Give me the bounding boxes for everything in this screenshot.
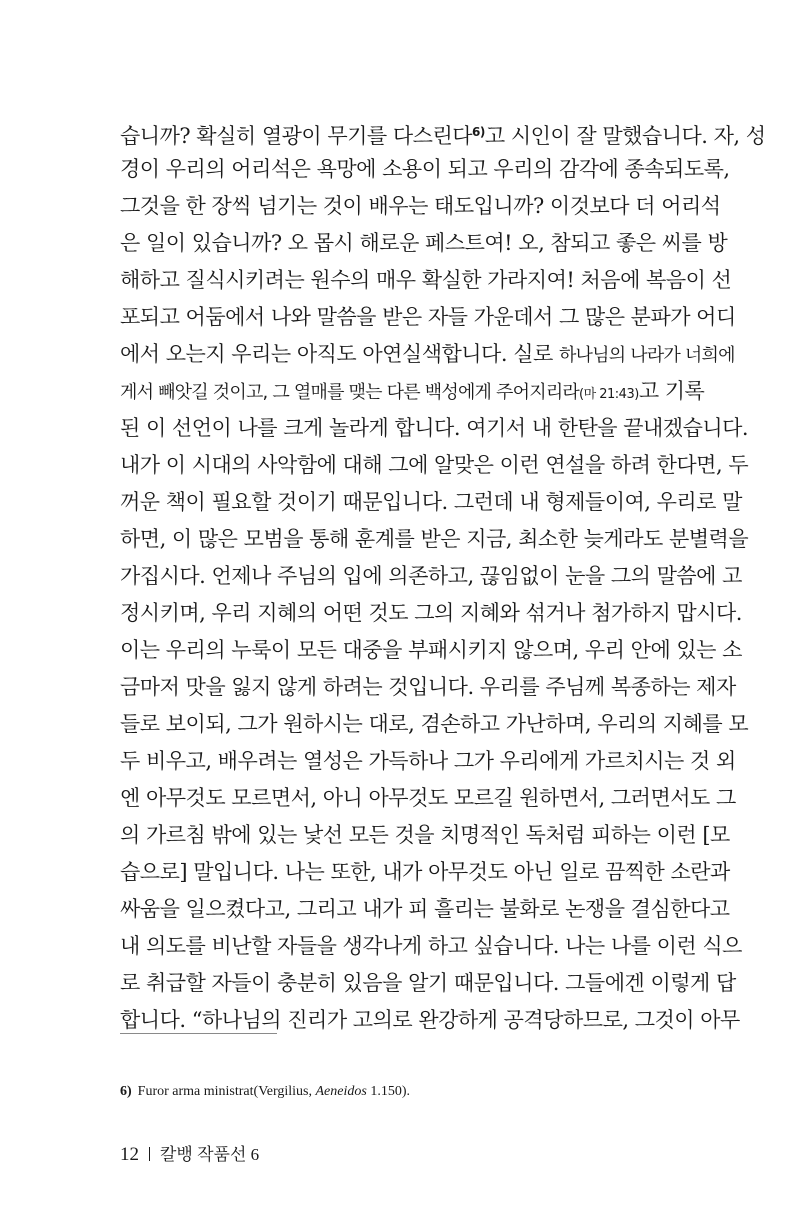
text-line: 싸움을 일으켰다고, 그리고 내가 피 흘리는 불화로 논쟁을 결심한다고 — [120, 897, 730, 921]
text-line: 두 비우고, 배우려는 열성은 가득하나 그가 우리에게 가르치시는 것 외 — [120, 749, 736, 773]
text-line: 꺼운 책이 필요할 것이기 때문입니다. 그런데 내 형제들이여, 우리로 말 — [120, 490, 742, 514]
text-run: 고 시인이 잘 말했습니다. 자, 성 — [484, 124, 766, 148]
text-line: 엔 아무것도 모르면서, 아니 아무것도 모르길 원하면서, 그러면서도 그 — [120, 786, 736, 810]
text-line: 로 취급할 자들이 충분히 있음을 알기 때문입니다. 그들에겐 이렇게 답 — [120, 971, 736, 995]
text-line: 금마저 맛을 잃지 않게 하려는 것입니다. 우리를 주님께 복종하는 제자 — [120, 675, 736, 699]
text-line: 포되고 어둠에서 나와 말씀을 받은 자들 가운데서 그 많은 분파가 어디 — [120, 305, 736, 329]
text-line: 내 의도를 비난할 자들을 생각나게 하고 싶습니다. 나는 나를 이런 식으 — [120, 934, 742, 958]
text-line: 그것을 한 장씩 넘기는 것이 배우는 태도입니까? 이것보다 더 어리석 — [120, 194, 721, 218]
footnote-text: Furor arma ministrat(Vergilius, — [137, 1084, 316, 1099]
text-run: 에서 오는지 우리는 아직도 아연실색합니다. 실로 — [120, 342, 559, 366]
text-line: 정시키며, 우리 지혜의 어떤 것도 그의 지혜와 섞거나 첨가하지 맙시다. — [120, 601, 742, 625]
page-footer — [120, 1142, 259, 1168]
footnote-number: 6) — [120, 1084, 132, 1099]
text-line: 습으로] 말입니다. 나는 또한, 내가 아무것도 아닌 일로 끔찍한 소란과 — [120, 860, 730, 884]
text-line: 의 가르침 밖에 있는 낯선 모든 것을 치명적인 독처럼 피하는 이런 [모 — [120, 823, 730, 847]
text-line — [120, 373, 705, 410]
scripture-quote: 하나님의 나라가 너희에 — [558, 345, 735, 366]
footnote-text: 1.150). — [366, 1084, 410, 1099]
text-line: 이는 우리의 누룩이 모든 대중을 부패시키지 않으며, 우리 안에 있는 소 — [120, 638, 742, 662]
footnote-work-title: Aeneidos — [315, 1084, 367, 1099]
text-line: 하면, 이 많은 모범을 통해 훈계를 받은 지금, 최소한 늦게라도 분별력을 — [120, 527, 749, 551]
footer-separator — [149, 1147, 150, 1161]
text-run: 습니까? 확실히 열광이 무기를 다스린다 — [120, 124, 473, 148]
text-line — [120, 114, 766, 151]
scripture-reference: (마 21:43) — [579, 387, 639, 402]
text-line: 가집시다. 언제나 주님의 입에 의존하고, 끊임없이 눈을 그의 말씀에 고 — [120, 564, 742, 588]
text-run: 고 기록 — [638, 379, 705, 403]
footnote-reference[interactable]: 6) — [472, 125, 485, 139]
text-line: 들로 보이되, 그가 원하시는 대로, 겸손하고 가난하며, 우리의 지혜를 모 — [120, 712, 749, 736]
text-line: 내가 이 시대의 사악함에 대해 그에 알맞은 이런 연설을 하려 한다면, 두 — [120, 453, 749, 477]
text-line: 해하고 질식시키려는 원수의 매우 확실한 가라지여! 처음에 복음이 선 — [120, 268, 732, 292]
footnote — [120, 1082, 410, 1102]
scripture-quote: 게서 빼앗길 것이고, 그 열매를 맺는 다른 백성에게 주어지리라 — [120, 382, 579, 403]
series-title: 칼뱅 작품선 6 — [160, 1145, 260, 1164]
text-line: 경이 우리의 어리석은 욕망에 소용이 되고 우리의 감각에 종속되도록, — [120, 157, 730, 181]
text-line — [120, 336, 735, 373]
footnote-divider — [120, 1033, 277, 1034]
page-number: 12 — [120, 1144, 139, 1165]
text-line: 합니다. “하나님의 진리가 고의로 완강하게 공격당하므로, 그것이 아무 — [120, 1008, 740, 1032]
body-text — [120, 114, 766, 1039]
text-line: 된 이 선언이 나를 크게 놀라게 합니다. 여기서 내 한탄을 끝내겠습니다. — [120, 416, 749, 440]
text-line: 은 일이 있습니까? 오 몹시 해로운 페스트여! 오, 참되고 좋은 씨를 방 — [120, 231, 728, 255]
